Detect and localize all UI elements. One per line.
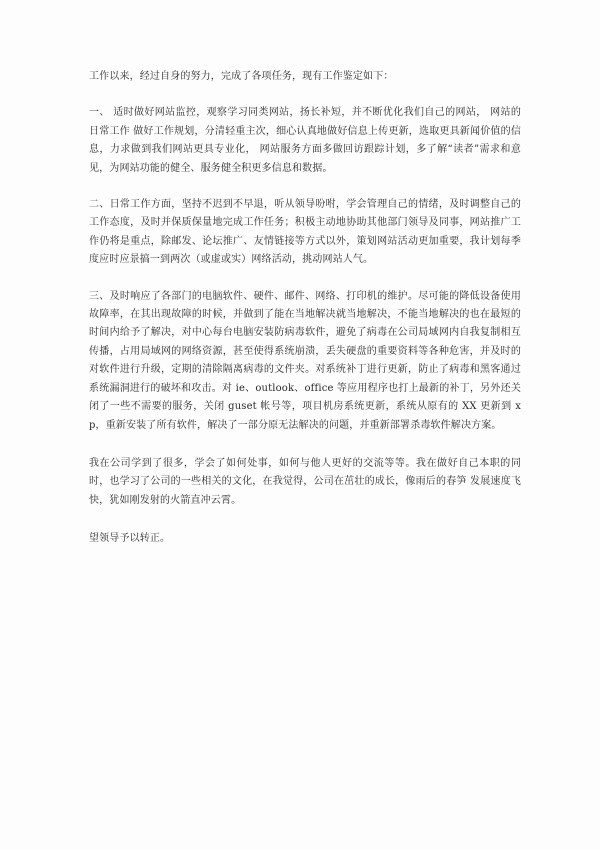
section-one-paragraph: 一、 适时做好网站监控，观察学习同类网站，扬长补短，并不断优化我们自己的网站， 网站的日常工作 做好工作规划，分清轻重主次，细心认真地做好信息上传更新，选取更具新闻价值的信息，力求做到我们网站更具专业化， 网站服务方面多做回访跟踪计划，多了解“读者”需求和意见，为网站功能的健全、服务健全积更多信息和数据。 [89,107,521,174]
section-three-paragraph: 三、及时响应了各部门的电脑软件、硬件、邮件、网络、打印机的维护。尽可能的降低设备使用故障率，在其出现故障的时候，并做到了能在当地解决就当地解决，不能当地解决的也在最短的时间内给予了解决，对中心每台电脑安装防病毒软件，避免了病毒在公司局域网内自我复制相互传播，占用局域网的网络资源，甚至使得系统崩溃，丢失硬盘的重要资料等各种危害，并及时的对软件进行升级，定期的清除隔离病毒的文件夹。对系统补丁进行更新，防止了病毒和黑客通过系统漏洞进行的破坏和攻击。对 ie、outlook、office 等应用程序也打上最新的补丁，另外还关闭了一些不需要的服务，关闭 guset 帐号等，项目机房系统更新，系统从原有的 XX 更新到 xp，重新安装了所有软件，解决了一部分原无法解决的问题，并重新部署杀毒软件解决方案。 [89,290,521,431]
document-body [89,68,521,549]
closing-paragraph: 望领导予以转正。 [89,533,171,545]
reflection-paragraph: 我在公司学到了很多，学会了如何处事，如何与他人更好的交流等等。我在做好自己本职的同时，也学习了公司的一些相关的文化，在我觉得，公司在茁壮的成长，像雨后的春笋 发展速度飞快，犹如刚发射的火箭直冲云霄。 [89,457,521,506]
section-two-paragraph: 二、日常工作方面，坚持不迟到不早退，听从领导吩咐，学会管理自己的情绪，及时调整自己的工作态度，及时并保质保量地完成工作任务；积极主动地协助其他部门领导及同事，网站推广工作仍将是重点，除邮发、论坛推广、友情链接等方式以外，策划网站活动更加重要，我计划每季度应时应景搞一到两次（或虚或实）网络活动，挑动网站人气。 [89,199,521,266]
intro-paragraph: 工作以来，经过自身的努力，完成了各项任务，现有工作鉴定如下： [89,71,394,82]
